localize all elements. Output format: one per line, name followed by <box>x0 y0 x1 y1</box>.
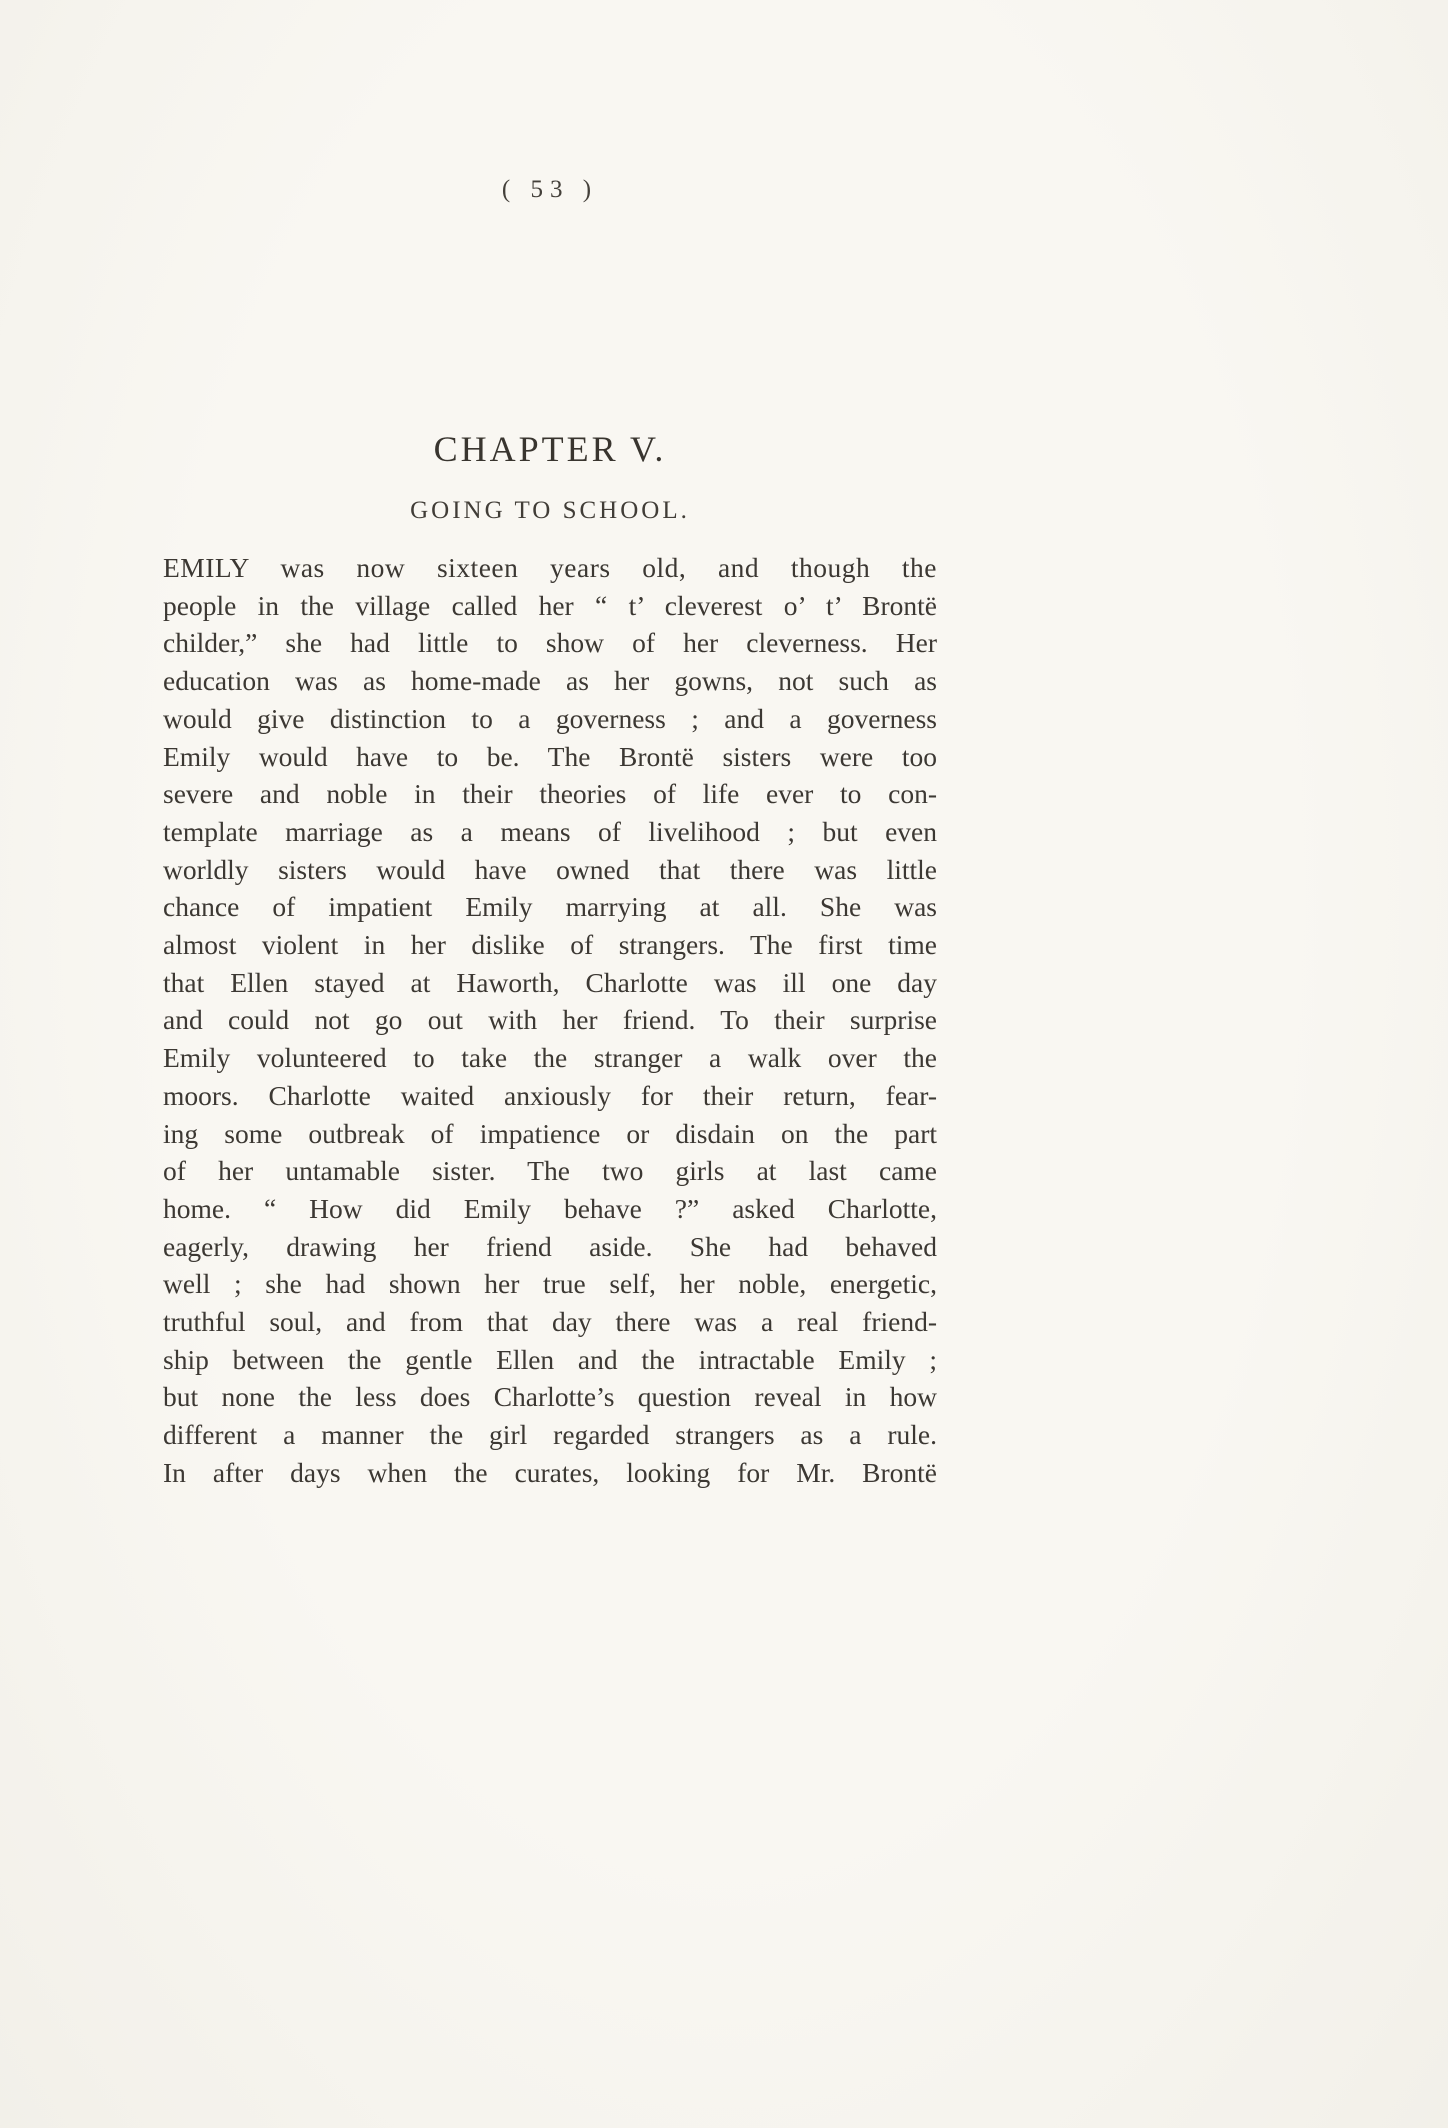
body-text-line: but none the less does Charlotte’s question reveal in how <box>163 1381 937 1413</box>
body-text-line: severe and noble in their theories of life ever to con- <box>163 778 937 810</box>
body-text-line: worldly sisters would have owned that there was little <box>163 853 937 885</box>
body-text-line: that Ellen stayed at Haworth, Charlotte was ill one day <box>163 966 937 998</box>
body-text-line: of her untamable sister. The two girls at last came <box>163 1155 937 1187</box>
body-text-line: EMILY was now sixteen years old, and though the <box>163 552 937 583</box>
body-text-line: truthful soul, and from that day there was a real friend- <box>163 1306 937 1338</box>
chapter-heading: CHAPTER V. <box>433 429 667 469</box>
body-text-line: childer,” she had little to show of her cleverness. Her <box>163 627 937 659</box>
body-text-line: ship between the gentle Ellen and the intractable Emily ; <box>163 1343 937 1375</box>
body-text-line: Emily would have to be. The Brontë sisters were too <box>163 740 937 772</box>
body-text-line: chance of impatient Emily marrying at all. She was <box>163 891 937 923</box>
body-text-line: education was as home-made as her gowns, not such as <box>163 665 937 697</box>
body-text-line: Emily volunteered to take the stranger a walk over the <box>163 1042 937 1074</box>
body-text-line: moors. Charlotte waited anxiously for their return, fear- <box>163 1079 937 1111</box>
text-column <box>163 0 937 2128</box>
body-paragraph <box>163 549 937 1492</box>
body-text-line: well ; she had shown her true self, her noble, energetic, <box>163 1268 937 1300</box>
body-text-line: almost violent in her dislike of strangers. The first time <box>163 929 937 961</box>
section-heading: GOING TO SCHOOL. <box>410 497 690 524</box>
body-text-line: and could not go out with her friend. To their surprise <box>163 1004 937 1036</box>
body-text-line: ing some outbreak of impatience or disdain on the part <box>163 1117 937 1149</box>
body-text-line: eagerly, drawing her friend aside. She had behaved <box>163 1230 937 1262</box>
body-text-line: In after days when the curates, looking for Mr. Brontë <box>163 1456 937 1488</box>
body-text-line: different a manner the girl regarded strangers as a rule. <box>163 1419 937 1451</box>
body-text-line: home. “ How did Emily behave ?” asked Charlotte, <box>163 1192 937 1224</box>
page-number: ( 53 ) <box>501 176 599 203</box>
body-text-line: template marriage as a means of livelihood ; but even <box>163 815 937 847</box>
body-text-line: people in the village called her “ t’ cleverest o’ t’ Brontë <box>163 589 937 621</box>
body-text-line: would give distinction to a governess ; and a governess <box>163 702 937 734</box>
